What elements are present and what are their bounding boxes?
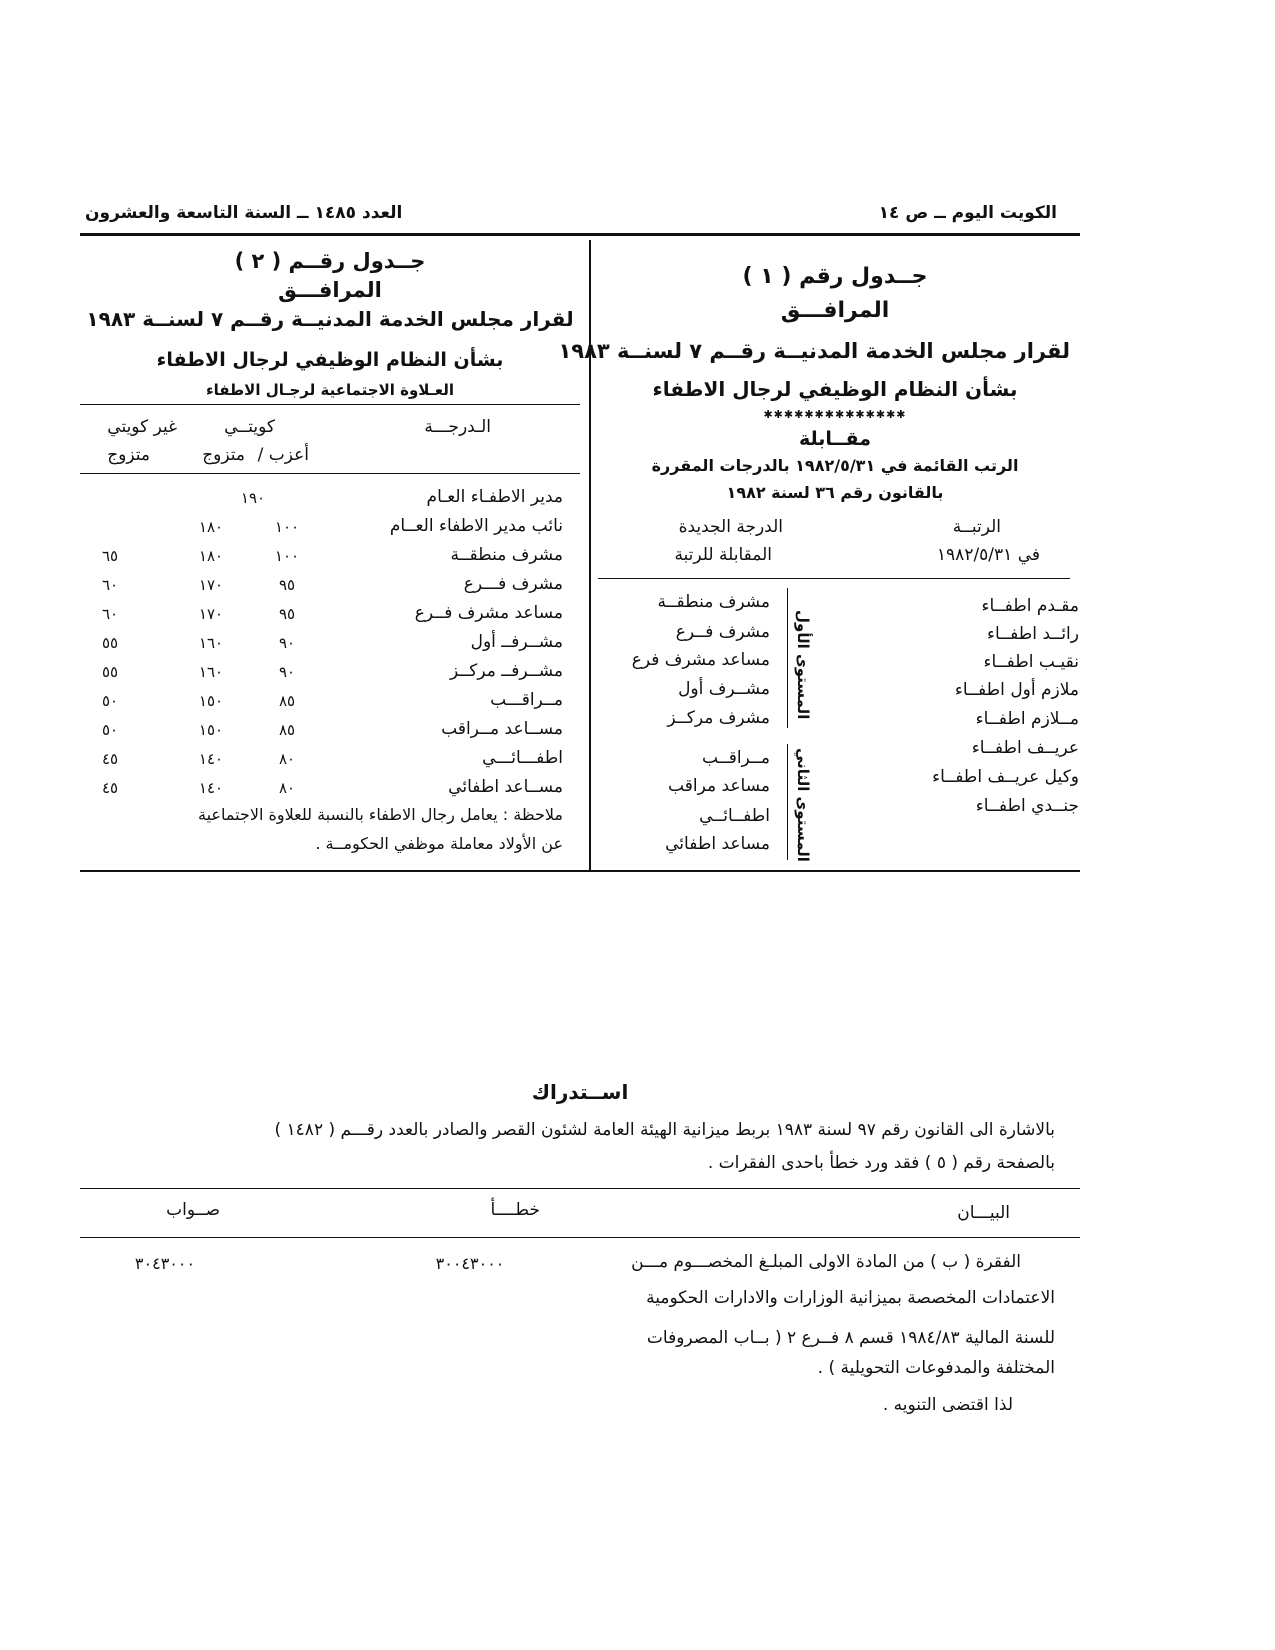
table1-col-rank-date: في ١٩٨٢/٥/٣١ — [936, 545, 1040, 565]
table1-decree: لقرار مجلس الخدمة المدنيــة رقــم ٧ لسنــة ١٩٨٣ — [558, 339, 1070, 363]
table2-row-nonkuwaiti: ٥٥ — [101, 663, 119, 681]
grade-item: اطفــائــي — [699, 806, 770, 826]
table2-row-single: ٩٠ — [278, 634, 296, 652]
header-rule — [80, 233, 1080, 236]
grade-item: مساعد مشرف فرع — [631, 650, 770, 670]
table2-row-single: ٩٠ — [278, 663, 296, 681]
table1-subject: بشأن النظام الوظيفي لرجال الاطفاء — [652, 377, 1018, 401]
table2-attached: المرافـــق — [278, 278, 382, 302]
table1-header-rule — [598, 578, 1070, 579]
table2-top-rule — [80, 404, 580, 405]
table2-row-single: ٩٥ — [278, 576, 296, 594]
table2-row-nonkuwaiti: ٦٠ — [101, 605, 119, 623]
table2-row-grade: مشرف منطقــة — [450, 545, 563, 565]
rank-item: جنــدي اطفــاء — [975, 796, 1079, 816]
erratum-intro-line2: بالصفحة رقم ( ٥ ) فقد ورد خطأ باحدى الفقرات . — [707, 1153, 1055, 1173]
erratum-statement-line3: للسنة المالية ١٩٨٤/٨٣ قسم ٨ فــرع ٢ ( بــاب المصروفات — [646, 1328, 1055, 1348]
table2-row-nonkuwaiti: ٤٥ — [101, 779, 119, 797]
level1-label: المستوى الأول — [794, 610, 812, 720]
table2-row-grade: مســاعد مــراقب — [441, 719, 563, 739]
erratum-col-wrong: خطــــأ — [490, 1200, 540, 1220]
table2-note-line1: ملاحظة : يعامل رجال الاطفاء بالنسبة للعلاوة الاجتماعية — [198, 805, 563, 824]
column-divider — [589, 240, 591, 872]
table2-row-single: ١٠٠ — [274, 518, 300, 536]
grade-item: مساعد مراقب — [668, 776, 770, 796]
table2-note-line2: عن الأولاد معاملة موظفي الحكومــة . — [315, 834, 563, 853]
erratum-wrong-value: ٣٠٠٤٣٠٠٠ — [435, 1254, 505, 1273]
table2-row-grade: مدير الاطفـاء العـام — [426, 487, 563, 507]
erratum-header-rule — [80, 1237, 1080, 1238]
table2-sub-single: أعزب / — [257, 445, 309, 465]
table1-col-rank: الرتبــة — [952, 517, 1001, 537]
table2-row-grade: مشــرفــ أول — [470, 632, 563, 652]
table2-row-grade: مشرف فـــرع — [463, 574, 563, 594]
erratum-top-rule — [80, 1188, 1080, 1189]
rank-item: مــلازم اطفــاء — [975, 709, 1079, 729]
table2-row-married: ١٥٠ — [198, 692, 224, 710]
table2-row-single: ٩٥ — [278, 605, 296, 623]
erratum-statement-line4: المختلفة والمدفوعات التحويلية ) . — [817, 1358, 1055, 1378]
table1-line2: بالقانون رقم ٣٦ لسنة ١٩٨٢ — [726, 483, 944, 502]
table2-subject: بشأن النظام الوظيفي لرجال الاطفاء — [156, 349, 504, 371]
table2-row-grade: مساعد مشرف فــرع — [414, 603, 563, 623]
table2-row-grade: نائب مدير الاطفاء العــام — [389, 516, 563, 536]
table2-row-nonkuwaiti: ٤٥ — [101, 750, 119, 768]
table1-stars: ✱✱✱✱✱✱✱✱✱✱✱✱✱✱ — [763, 408, 907, 421]
erratum-col-correct: صــواب — [166, 1200, 220, 1220]
table2-title: جــدول رقــم ( ٢ ) — [234, 249, 426, 273]
erratum-title: اســتدراك — [531, 1080, 629, 1104]
grade-item: مشــرف أول — [678, 679, 770, 699]
table2-row-nonkuwaiti: ٥٥ — [101, 634, 119, 652]
table2-row-single: ٨٥ — [278, 721, 296, 739]
table2-row-married: ١٤٠ — [198, 750, 224, 768]
page-header-left: العدد ١٤٨٥ ــ السنة التاسعة والعشرون — [85, 203, 403, 223]
table2-col-nonkuwaiti: غير كويتي — [107, 417, 177, 437]
table2-row-single: ٨٥ — [278, 692, 296, 710]
table1-attached: المرافـــق — [780, 298, 890, 323]
table2-row-married: ١٦٠ — [198, 663, 224, 681]
erratum-correct-value: ٣٠٤٣٠٠٠ — [134, 1254, 196, 1273]
table2-row-grade: اطفـــائـــي — [482, 748, 563, 768]
table1-col-grade: الدرجة الجديدة — [678, 517, 783, 537]
table2-row-single: ٨٠ — [278, 779, 296, 797]
grade-item: مشرف مركــز — [667, 708, 770, 728]
table2-row-nonkuwaiti: ٥٠ — [101, 721, 119, 739]
table2-row-married: ١٧٠ — [198, 605, 224, 623]
table2-row-grade: مســاعد اطفائي — [448, 777, 563, 797]
table2-sub-married-nonkuwaiti: متزوج — [107, 445, 150, 465]
table1-heading: مقــابلة — [799, 428, 871, 450]
grade-item: مــراقــب — [702, 748, 770, 768]
table2-row-grade: مشــرفــ مركــز — [449, 661, 563, 681]
table2-row-married: ١٨٠ — [198, 518, 224, 536]
table2-row-married: ١٦٠ — [198, 634, 224, 652]
table2-header-rule — [80, 473, 580, 474]
table2-row-nonkuwaiti: ٦٥ — [101, 547, 119, 565]
table2-row-married: ١٩٠ — [240, 489, 266, 507]
table2-col-grade: الـدرجـــة — [424, 417, 491, 437]
table1-col-grade-sub: المقابلة للرتبة — [674, 545, 772, 565]
grade-item: مساعد اطفائي — [665, 834, 770, 854]
table1-title: جــدول رقم ( ١ ) — [742, 264, 928, 289]
page-header-right: الكويت اليوم ــ ص ١٤ — [878, 203, 1057, 223]
rank-item: رائــد اطفــاء — [987, 624, 1079, 644]
table1-line1: الرتب القائمة في ١٩٨٢/٥/٣١ بالدرجات المقررة — [651, 456, 1019, 475]
rank-item: ملازم أول اطفــاء — [954, 680, 1079, 700]
table2-sub-married: متزوج — [202, 445, 245, 465]
table2-row-grade: مــراقـــب — [490, 690, 563, 710]
erratum-intro-line1: بالاشارة الى القانون رقم ٩٧ لسنة ١٩٨٣ بربط ميزانية الهيئة العامة لشئون القصر والصادر بالعدد رقـــم ( ١٤٨٢ ) — [274, 1120, 1055, 1140]
rank-item: وكيل عريــف اطفــاء — [932, 767, 1079, 787]
table2-decree: لقرار مجلس الخدمة المدنيــة رقــم ٧ لسنــة ١٩٨٣ — [86, 307, 574, 331]
erratum-statement-line1: الفقرة ( ب ) من المادة الاولى المبلـغ المخصـــوم مـــن — [631, 1252, 1021, 1272]
level1-bracket — [787, 588, 788, 728]
grade-item: مشرف فــرع — [675, 622, 770, 642]
tables-bottom-rule — [80, 870, 1080, 872]
erratum-closing: لذا اقتضى التنويه . — [882, 1395, 1013, 1415]
erratum-statement-line2: الاعتمادات المخصصة بميزانية الوزارات والادارات الحكومية — [646, 1288, 1055, 1308]
rank-item: عريــف اطفــاء — [971, 738, 1079, 758]
table2-row-married: ١٨٠ — [198, 547, 224, 565]
table2-row-married: ١٧٠ — [198, 576, 224, 594]
table2-subtitle: العـلاوة الاجتماعية لرجـال الاطفاء — [205, 381, 455, 399]
grade-item: مشرف منطقــة — [657, 592, 770, 612]
rank-item: مقـدم اطفــاء — [981, 596, 1079, 616]
table2-row-nonkuwaiti: ٥٠ — [101, 692, 119, 710]
rank-item: نقيـب اطفــاء — [983, 652, 1079, 672]
table2-row-married: ١٥٠ — [198, 721, 224, 739]
table2-row-nonkuwaiti: ٦٠ — [101, 576, 119, 594]
level2-bracket — [787, 744, 788, 860]
table2-row-single: ١٠٠ — [274, 547, 300, 565]
erratum-col-statement: البيـــان — [957, 1203, 1010, 1223]
level2-label: المستوى الثاني — [794, 748, 812, 862]
table2-row-single: ٨٠ — [278, 750, 296, 768]
table2-col-kuwaiti: كويتــي — [224, 417, 275, 437]
table2-row-married: ١٤٠ — [198, 779, 224, 797]
